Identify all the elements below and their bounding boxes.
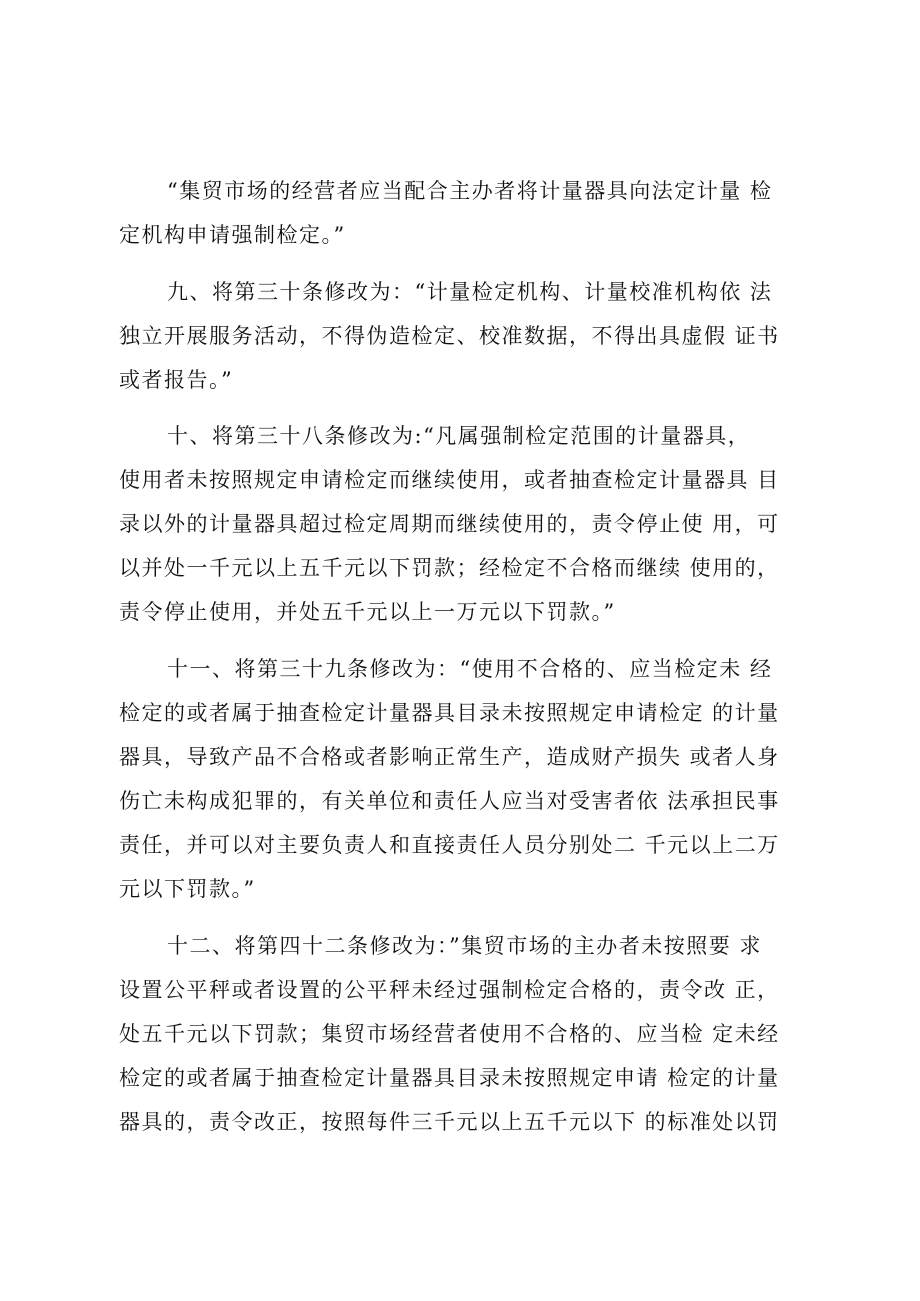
paragraph-line: 设置公平秤或者设置的公平秤未经过强制检定合格的，责令改 正， (119, 978, 780, 1002)
paragraph-line: 十一、将第三十九条修改为：“使用不合格的、应当检定未 经 (167, 657, 773, 681)
paragraph-line: 十、将第三十八条修改为:“凡属强制检定范围的计量器具， (167, 424, 751, 448)
paragraph-line: 九、将第三十条修改为：“计量检定机构、计量校准机构依 法 (167, 280, 773, 304)
paragraph-line: 十二、将第四十二条修改为：”集贸市场的主办者未按照要 求 (167, 934, 762, 958)
paragraph-line: 定机构申请强制检定。” (119, 223, 346, 247)
paragraph-line: 独立开展服务活动，不得伪造检定、校准数据，不得出具虚假 证书 (119, 324, 780, 348)
paragraph-line: 检定的或者属于抽查检定计量器具目录未按照规定申请检定 的计量 (119, 701, 780, 725)
paragraph-line: 使用者未按照规定申请检定而继续使用，或者抽查检定计量器具 目 (119, 468, 780, 492)
paragraph-line: 元以下罚款。” (119, 877, 256, 901)
paragraph-line: 录以外的计量器具超过检定周期而继续使用的，责令停止使 用，可 (119, 512, 780, 536)
paragraph-line: 以并处一千元以上五千元以下罚款；经检定不合格而继续 使用的， (119, 556, 780, 580)
paragraph-line: 责任，并可以对主要负责人和直接责任人员分别处二 千元以上二万 (119, 833, 780, 857)
paragraph-line: 或者报告。” (119, 368, 234, 392)
paragraph-line: 器具的，责令改正，按照每件三千元以上五千元以下 的标准处以罚 (119, 1110, 780, 1134)
paragraph-line: 检定的或者属于抽查检定计量器具目录未按照规定申请 检定的计量 (119, 1066, 780, 1090)
paragraph-line: “集贸市场的经营者应当配合主办者将计量器具向法定计量 检 (167, 179, 773, 203)
paragraph-line: 器具，导致产品不合格或者影响正常生产，造成财产损失 或者人身 (119, 745, 780, 769)
paragraph-line: 处五千元以下罚款；集贸市场经营者使用不合格的、应当检 定未经 (119, 1022, 780, 1046)
paragraph-line: 伤亡未构成犯罪的，有关单位和责任人应当对受害者依 法承担民事 (119, 789, 780, 813)
paragraph-line: 责令停止使用，并处五千元以上一万元以下罚款。” (119, 600, 616, 624)
